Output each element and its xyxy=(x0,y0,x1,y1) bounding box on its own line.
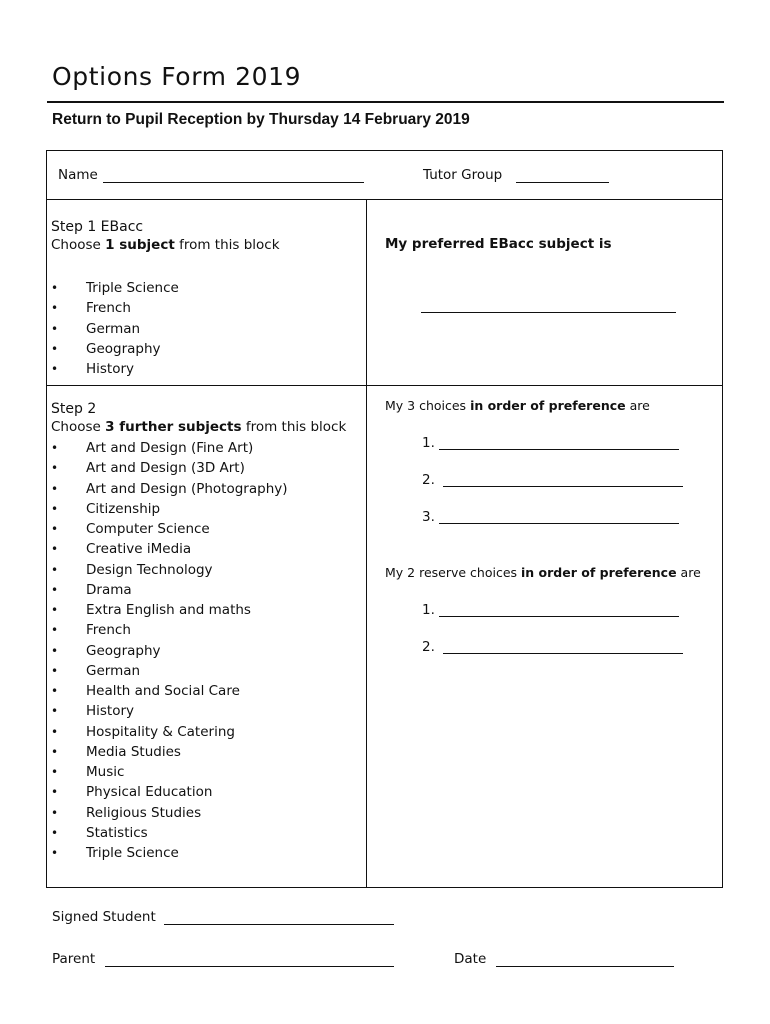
list-item: • Statistics xyxy=(51,824,148,841)
list-item: • Physical Education xyxy=(51,784,213,801)
list-item: • Design Technology xyxy=(51,561,213,578)
choice-1-field[interactable] xyxy=(439,449,679,450)
list-item: • French xyxy=(51,622,131,639)
list-item: • Drama xyxy=(51,581,132,598)
choice-3-field[interactable] xyxy=(439,523,679,524)
parent-signature-field[interactable] xyxy=(105,966,394,967)
choice-2-field[interactable] xyxy=(443,486,683,487)
reserve-2-number: 2. xyxy=(422,639,435,655)
tutor-group-label: Tutor Group xyxy=(423,167,503,183)
list-item: • French xyxy=(51,300,131,317)
list-item: • Citizenship xyxy=(51,500,161,517)
reserve-instruction: My 2 reserve choices in order of preference are xyxy=(385,565,701,580)
step1-instruction: Choose 1 subject from this block xyxy=(51,237,280,253)
preferred-ebacc-label: My preferred EBacc subject is xyxy=(385,236,612,252)
list-item: • Health and Social Care xyxy=(51,683,240,699)
form-title: Options Form 2019 xyxy=(52,62,302,91)
list-item: • Art and Design (Photography) xyxy=(51,480,288,497)
choices-instruction: My 3 choices in order of preference are xyxy=(385,398,650,413)
tutor-group-field[interactable] xyxy=(516,182,609,183)
choice-2-number: 2. xyxy=(422,472,435,488)
signed-student-field[interactable] xyxy=(164,924,394,925)
step1-heading: Step 1 EBacc xyxy=(51,219,144,235)
name-label: Name xyxy=(58,167,98,183)
list-item: • History xyxy=(51,703,135,720)
list-item: • German xyxy=(51,662,141,679)
reserve-1-number: 1. xyxy=(422,602,435,618)
list-item: • Art and Design (Fine Art) xyxy=(51,440,254,456)
list-item: • Art and Design (3D Art) xyxy=(51,460,245,477)
step2-heading: Step 2 xyxy=(51,401,97,417)
list-item: • Computer Science xyxy=(51,521,210,537)
list-item: • Religious Studies xyxy=(51,804,202,821)
choice-3-number: 3. xyxy=(422,509,435,525)
parent-label: Parent xyxy=(52,951,96,967)
list-item: • Triple Science xyxy=(51,280,179,296)
list-item: • Geography xyxy=(51,642,161,659)
list-item: • Music xyxy=(51,764,125,780)
list-item: • Creative iMedia xyxy=(51,541,192,558)
choice-1-number: 1. xyxy=(422,435,435,451)
date-field[interactable] xyxy=(496,966,674,967)
step1-subject-list xyxy=(50,278,179,379)
form-row-divider xyxy=(46,199,723,200)
reserve-2-field[interactable] xyxy=(443,653,683,654)
list-item: • Triple Science xyxy=(51,845,179,861)
preferred-ebacc-field[interactable] xyxy=(421,312,676,313)
date-label: Date xyxy=(454,951,487,967)
list-item: • Geography xyxy=(51,340,161,357)
reserve-1-field[interactable] xyxy=(439,616,679,617)
step2-instruction: Choose 3 further subjects from this block xyxy=(51,419,347,435)
list-item: • Hospitality & Catering xyxy=(51,723,235,740)
form-column-divider xyxy=(366,199,367,888)
return-instruction: Return to Pupil Reception by Thursday 14 February 2019 xyxy=(52,111,470,128)
form-row-divider xyxy=(46,385,723,386)
step2-subject-list xyxy=(50,438,288,863)
signed-student-label: Signed Student xyxy=(52,909,156,925)
name-field[interactable] xyxy=(103,182,364,183)
title-divider xyxy=(47,101,724,103)
list-item: • Extra English and maths xyxy=(51,602,251,618)
list-item: • History xyxy=(51,361,135,377)
list-item: • German xyxy=(51,320,141,337)
list-item: • Media Studies xyxy=(51,743,181,760)
